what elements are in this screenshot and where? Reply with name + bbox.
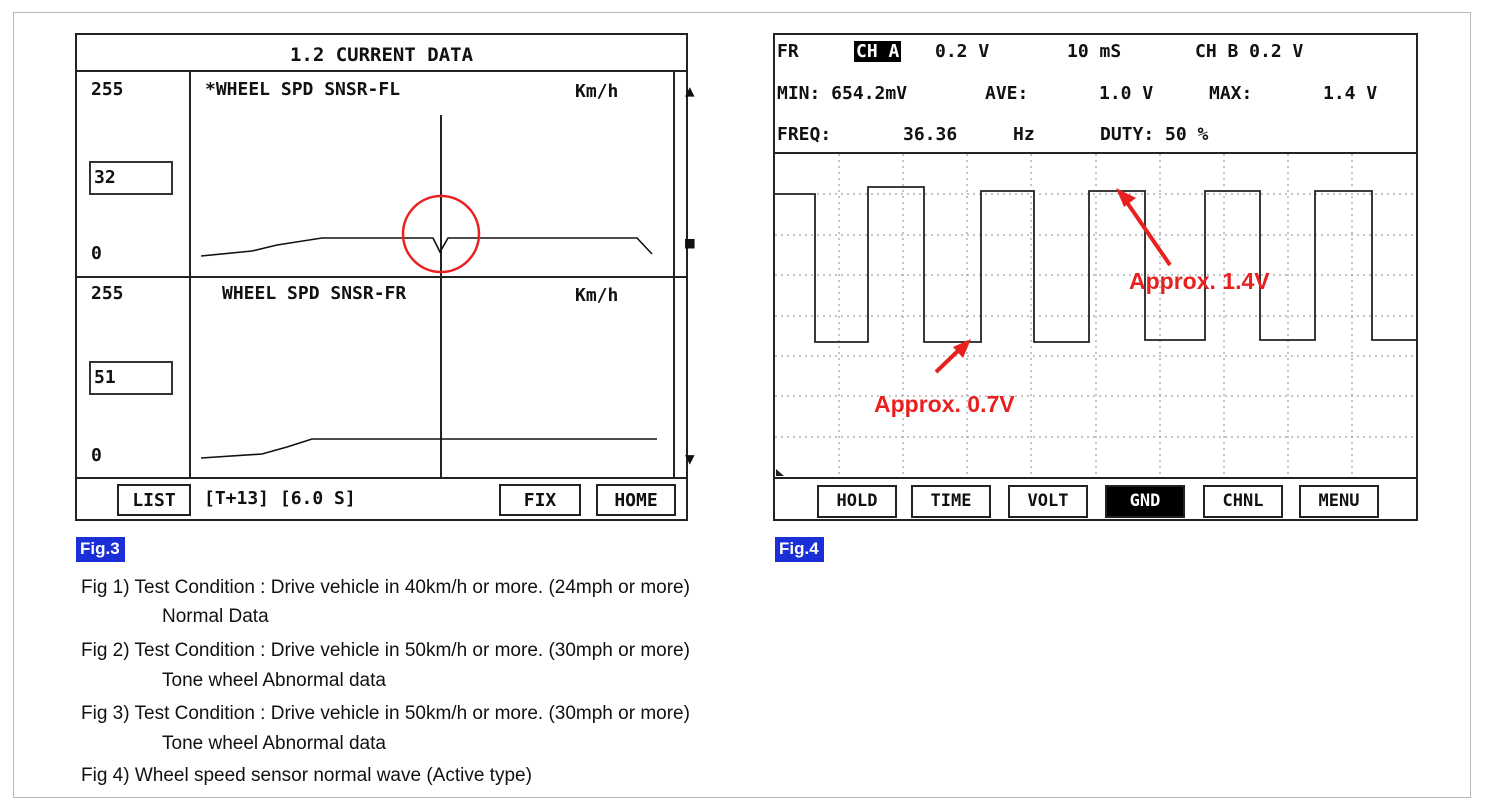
fig3-title: 1.2 CURRENT DATA xyxy=(77,35,686,72)
ave-readout: 1.0 V xyxy=(1099,83,1154,104)
freq-unit: Hz xyxy=(1013,124,1035,145)
time-button[interactable]: TIME xyxy=(911,485,991,518)
note-fig2-sub: Tone wheel Abnormal data xyxy=(162,670,386,691)
chnl-button[interactable]: CHNL xyxy=(1203,485,1283,518)
home-button[interactable]: HOME xyxy=(596,484,676,516)
approx-high-label: Approx. 1.4V xyxy=(1129,268,1270,294)
lower-unit: Km/h xyxy=(575,285,619,306)
note-fig3-sub: Tone wheel Abnormal data xyxy=(162,733,386,754)
ch-a-scale: 0.2 V xyxy=(935,41,990,62)
scroll-thumb-icon[interactable]: ■ xyxy=(685,233,695,252)
note-fig2: Fig 2) Test Condition : Drive vehicle in 50km/h or more. (30mph or more) xyxy=(81,640,690,661)
gnd-button[interactable]: GND xyxy=(1105,485,1185,518)
fig4-tag: Fig.4 xyxy=(775,537,824,562)
upper-min-label: 0 xyxy=(91,243,102,264)
lower-min-label: 0 xyxy=(91,445,102,466)
upper-sensor-name: *WHEEL SPD SNSR-FL xyxy=(205,79,401,100)
approx-low-label: Approx. 0.7V xyxy=(874,391,1015,417)
max-label: MAX: xyxy=(1209,83,1253,104)
channel-label: FR xyxy=(777,41,799,62)
note-fig1: Fig 1) Test Condition : Drive vehicle in 40km/h or more. (24mph or more) xyxy=(81,577,690,598)
high-level-arrow xyxy=(1126,201,1170,265)
time-scale: 10 mS xyxy=(1067,41,1122,62)
list-button[interactable]: LIST xyxy=(117,484,191,516)
menu-button[interactable]: MENU xyxy=(1299,485,1379,518)
note-fig1-sub: Normal Data xyxy=(162,606,269,627)
note-fig4: Fig 4) Wheel speed sensor normal wave (Active type) xyxy=(81,765,532,786)
note-fig3: Fig 3) Test Condition : Drive vehicle in 50km/h or more. (30mph or more) xyxy=(81,703,690,724)
volt-button[interactable]: VOLT xyxy=(1008,485,1088,518)
recording-status: [T+13] [6.0 S] xyxy=(204,488,356,509)
high-level-arrowhead xyxy=(1116,188,1136,207)
scroll-down-icon[interactable]: ▼ xyxy=(685,449,695,468)
min-readout: MIN: 654.2mV xyxy=(777,83,908,104)
fig4-annotation-arrows xyxy=(773,33,1418,521)
hold-button[interactable]: HOLD xyxy=(817,485,897,518)
lower-max-label: 255 xyxy=(91,283,124,304)
upper-unit: Km/h xyxy=(575,81,619,102)
fr-speed-trace xyxy=(201,439,657,458)
fig3-scan-tool-screen xyxy=(75,33,695,521)
lower-sensor-name: WHEEL SPD SNSR-FR xyxy=(222,283,407,304)
fig3-tag: Fig.3 xyxy=(76,537,125,562)
upper-value-box: 32 xyxy=(89,161,173,195)
ch-a-indicator[interactable]: CH A xyxy=(856,41,900,62)
fix-button[interactable]: FIX xyxy=(499,484,581,516)
fig3-graph-svg xyxy=(77,35,686,519)
scroll-up-icon[interactable]: ▲ xyxy=(685,81,695,100)
freq-label: FREQ: xyxy=(777,124,832,145)
ch-b-scale: CH B 0.2 V xyxy=(1195,41,1304,62)
ave-label: AVE: xyxy=(985,83,1029,104)
freq-readout: 36.36 xyxy=(903,124,958,145)
duty-readout: DUTY: 50 % xyxy=(1100,124,1209,145)
fl-speed-trace xyxy=(201,238,652,256)
max-readout: 1.4 V xyxy=(1323,83,1378,104)
upper-max-label: 255 xyxy=(91,79,124,100)
lower-value-box: 51 xyxy=(89,361,173,395)
